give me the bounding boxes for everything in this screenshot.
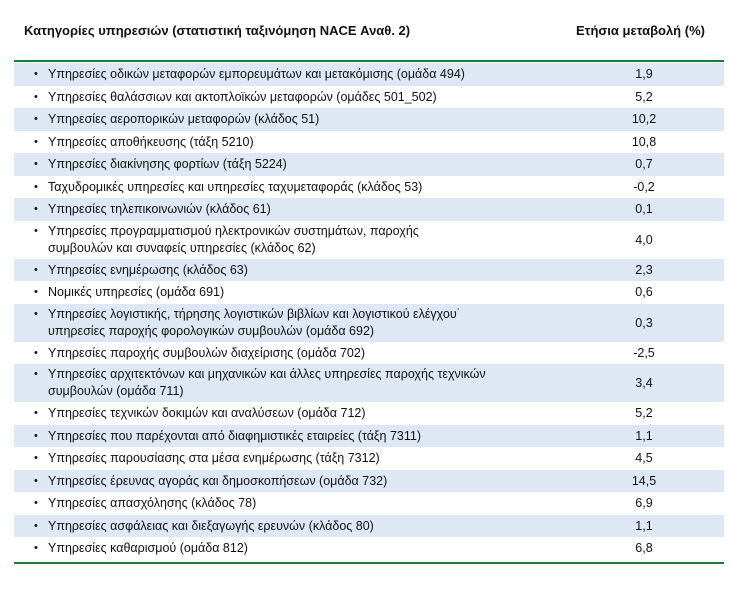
row-category-line: Υπηρεσίες καθαρισμού (ομάδα 812) — [48, 541, 248, 555]
table-row — [14, 515, 724, 538]
row-change-value: 6,8 — [635, 541, 653, 555]
bullet-icon: • — [34, 497, 38, 509]
row-change-value: -2,5 — [633, 345, 655, 360]
row-change-value: 4,0 — [635, 232, 653, 247]
row-category — [48, 223, 558, 257]
row-category-line: υπηρεσίες παροχής φορολογικών συμβουλών (ομάδα 692) — [48, 323, 375, 338]
bullet-icon: • — [34, 368, 38, 380]
table-row — [14, 259, 724, 282]
row-category — [48, 66, 558, 83]
row-category-line: Υπηρεσίες τεχνικών δοκιμών και αναλύσεων (ομάδα 712) — [48, 406, 366, 420]
row-category-line: συμβουλών (ομάδα 711) — [48, 384, 184, 398]
table-row — [14, 221, 724, 259]
row-change-value: 6,9 — [635, 496, 653, 510]
header-category: Κατηγορίες υπηρεσιών (στατιστική ταξινόμηση NACE Αναθ. 2) — [24, 23, 411, 38]
row-category — [48, 284, 558, 301]
row-category-line: Υπηρεσίες αρχιτεκτόνων και μηχανικών και άλλες υπηρεσίες παροχής τεχνικών — [48, 367, 486, 381]
table-row — [14, 425, 724, 448]
row-change-value: 10,8 — [631, 134, 657, 149]
bullet-icon: • — [34, 429, 38, 442]
row-change-value: 0,1 — [635, 202, 653, 216]
row-change-value: 14,5 — [631, 473, 657, 488]
row-change-value: 2,3 — [635, 262, 653, 277]
bullet-icon: • — [34, 452, 38, 464]
table-row — [14, 492, 724, 515]
row-category — [48, 345, 558, 362]
row-category-line: Υπηρεσίες παρουσίασης στα μέσα ενημέρωσης (τάξη 7312) — [48, 451, 380, 465]
row-change-value: 3,4 — [635, 376, 653, 390]
row-change-value: 0,3 — [635, 315, 653, 330]
table-body — [14, 63, 724, 560]
row-category — [48, 450, 558, 467]
row-category — [48, 405, 558, 422]
row-category-line: Υπηρεσίες προγραμματισμού ηλεκτρονικών συστημάτων, παροχής — [48, 223, 419, 238]
row-change-value: 5,2 — [635, 406, 653, 420]
bottom-rule — [14, 562, 724, 564]
row-category-line: Υπηρεσίες ασφάλειας και διεξαγωγής ερευνών (κλάδος 80) — [48, 518, 374, 533]
row-category — [48, 262, 558, 279]
row-change-value: 0,6 — [635, 285, 653, 299]
row-category — [48, 366, 558, 400]
table-row — [14, 364, 724, 402]
bullet-icon: • — [34, 158, 38, 170]
row-category — [48, 473, 558, 490]
row-category-line: Υπηρεσίες αποθήκευσης (τάξη 5210) — [48, 134, 254, 149]
bullet-icon: • — [34, 113, 38, 125]
row-category — [48, 134, 558, 151]
row-change-value: -0,2 — [633, 179, 655, 194]
row-category — [48, 111, 558, 128]
row-category — [48, 495, 558, 512]
row-category-line: Υπηρεσίες που παρέχονται από διαφημιστικές εταιρείες (τάξη 7311) — [48, 428, 421, 443]
row-change-value: 10,2 — [631, 112, 657, 126]
row-category-line: Υπηρεσίες έρευνας αγοράς και δημοσκοπήσεων (ομάδα 732) — [48, 473, 388, 488]
bullet-icon: • — [34, 474, 38, 487]
bullet-icon: • — [34, 407, 38, 419]
table-row — [14, 537, 724, 560]
row-category-line: Υπηρεσίες οδικών μεταφορών εμπορευμάτων και μετακόμισης (ομάδα 494) — [48, 67, 465, 81]
row-change-value: 4,5 — [635, 451, 653, 465]
bullet-icon: • — [34, 542, 38, 554]
row-category-line: Υπηρεσίες θαλάσσιων και ακτοπλοϊκών μεταφορών (ομάδες 501_502) — [48, 89, 437, 104]
bullet-icon: • — [34, 286, 38, 298]
header-annual-change: Ετήσια μεταβολή (%) — [576, 23, 705, 38]
table-row — [14, 153, 724, 176]
row-category-line: Υπηρεσίες τηλεπικοινωνιών (κλάδος 61) — [48, 202, 271, 216]
bullet-icon: • — [34, 519, 38, 532]
services-table — [14, 0, 724, 555]
table-row — [14, 447, 724, 470]
table-row — [14, 470, 724, 493]
bullet-icon: • — [34, 180, 38, 193]
row-category — [48, 518, 558, 535]
bullet-icon: • — [34, 203, 38, 215]
table-row — [14, 176, 724, 199]
row-category — [48, 201, 558, 218]
row-category-line: Ταχυδρομικές υπηρεσίες και υπηρεσίες ταχυμεταφοράς (κλάδος 53) — [48, 179, 423, 194]
row-category — [48, 179, 558, 196]
bullet-icon: • — [34, 224, 38, 237]
row-category — [48, 540, 558, 557]
table-row — [14, 131, 724, 154]
table-header — [14, 0, 724, 56]
row-change-value: 1,1 — [635, 518, 653, 533]
row-change-value: 1,9 — [635, 67, 653, 81]
row-category-line: Υπηρεσίες απασχόλησης (κλάδος 78) — [48, 496, 257, 510]
row-category — [48, 306, 558, 340]
table-row — [14, 63, 724, 86]
bullet-icon: • — [34, 135, 38, 148]
row-category-line: Υπηρεσίες ενημέρωσης (κλάδος 63) — [48, 262, 248, 277]
row-category-line: Υπηρεσίες διακίνησης φορτίων (τάξη 5224) — [48, 157, 287, 171]
bullet-icon: • — [34, 346, 38, 359]
table-row — [14, 86, 724, 109]
row-change-value: 0,7 — [635, 157, 653, 171]
row-change-value: 5,2 — [635, 89, 653, 104]
table-row — [14, 342, 724, 365]
bullet-icon: • — [34, 90, 38, 103]
row-category — [48, 428, 558, 445]
table-row — [14, 198, 724, 221]
bullet-icon: • — [34, 307, 38, 320]
table-row — [14, 281, 724, 304]
row-category-line: Νομικές υπηρεσίες (ομάδα 691) — [48, 285, 225, 299]
bullet-icon: • — [34, 263, 38, 276]
bullet-icon: • — [34, 68, 38, 80]
table-row — [14, 402, 724, 425]
row-category-line: Υπηρεσίες παροχής συμβουλών διαχείρισης (ομάδα 702) — [48, 345, 365, 360]
row-category-line: συμβουλών και συναφείς υπηρεσίες (κλάδος 62) — [48, 240, 316, 255]
top-rule — [14, 60, 724, 62]
table-row — [14, 304, 724, 342]
row-category — [48, 89, 558, 106]
row-change-value: 1,1 — [635, 428, 653, 443]
row-category-line: Υπηρεσίες λογιστικής, τήρησης λογιστικών βιβλίων και λογιστικού ελέγχου˙ — [48, 306, 461, 321]
row-category-line: Υπηρεσίες αεροπορικών μεταφορών (κλάδος 51) — [48, 112, 320, 126]
row-category — [48, 156, 558, 173]
table-row — [14, 108, 724, 131]
